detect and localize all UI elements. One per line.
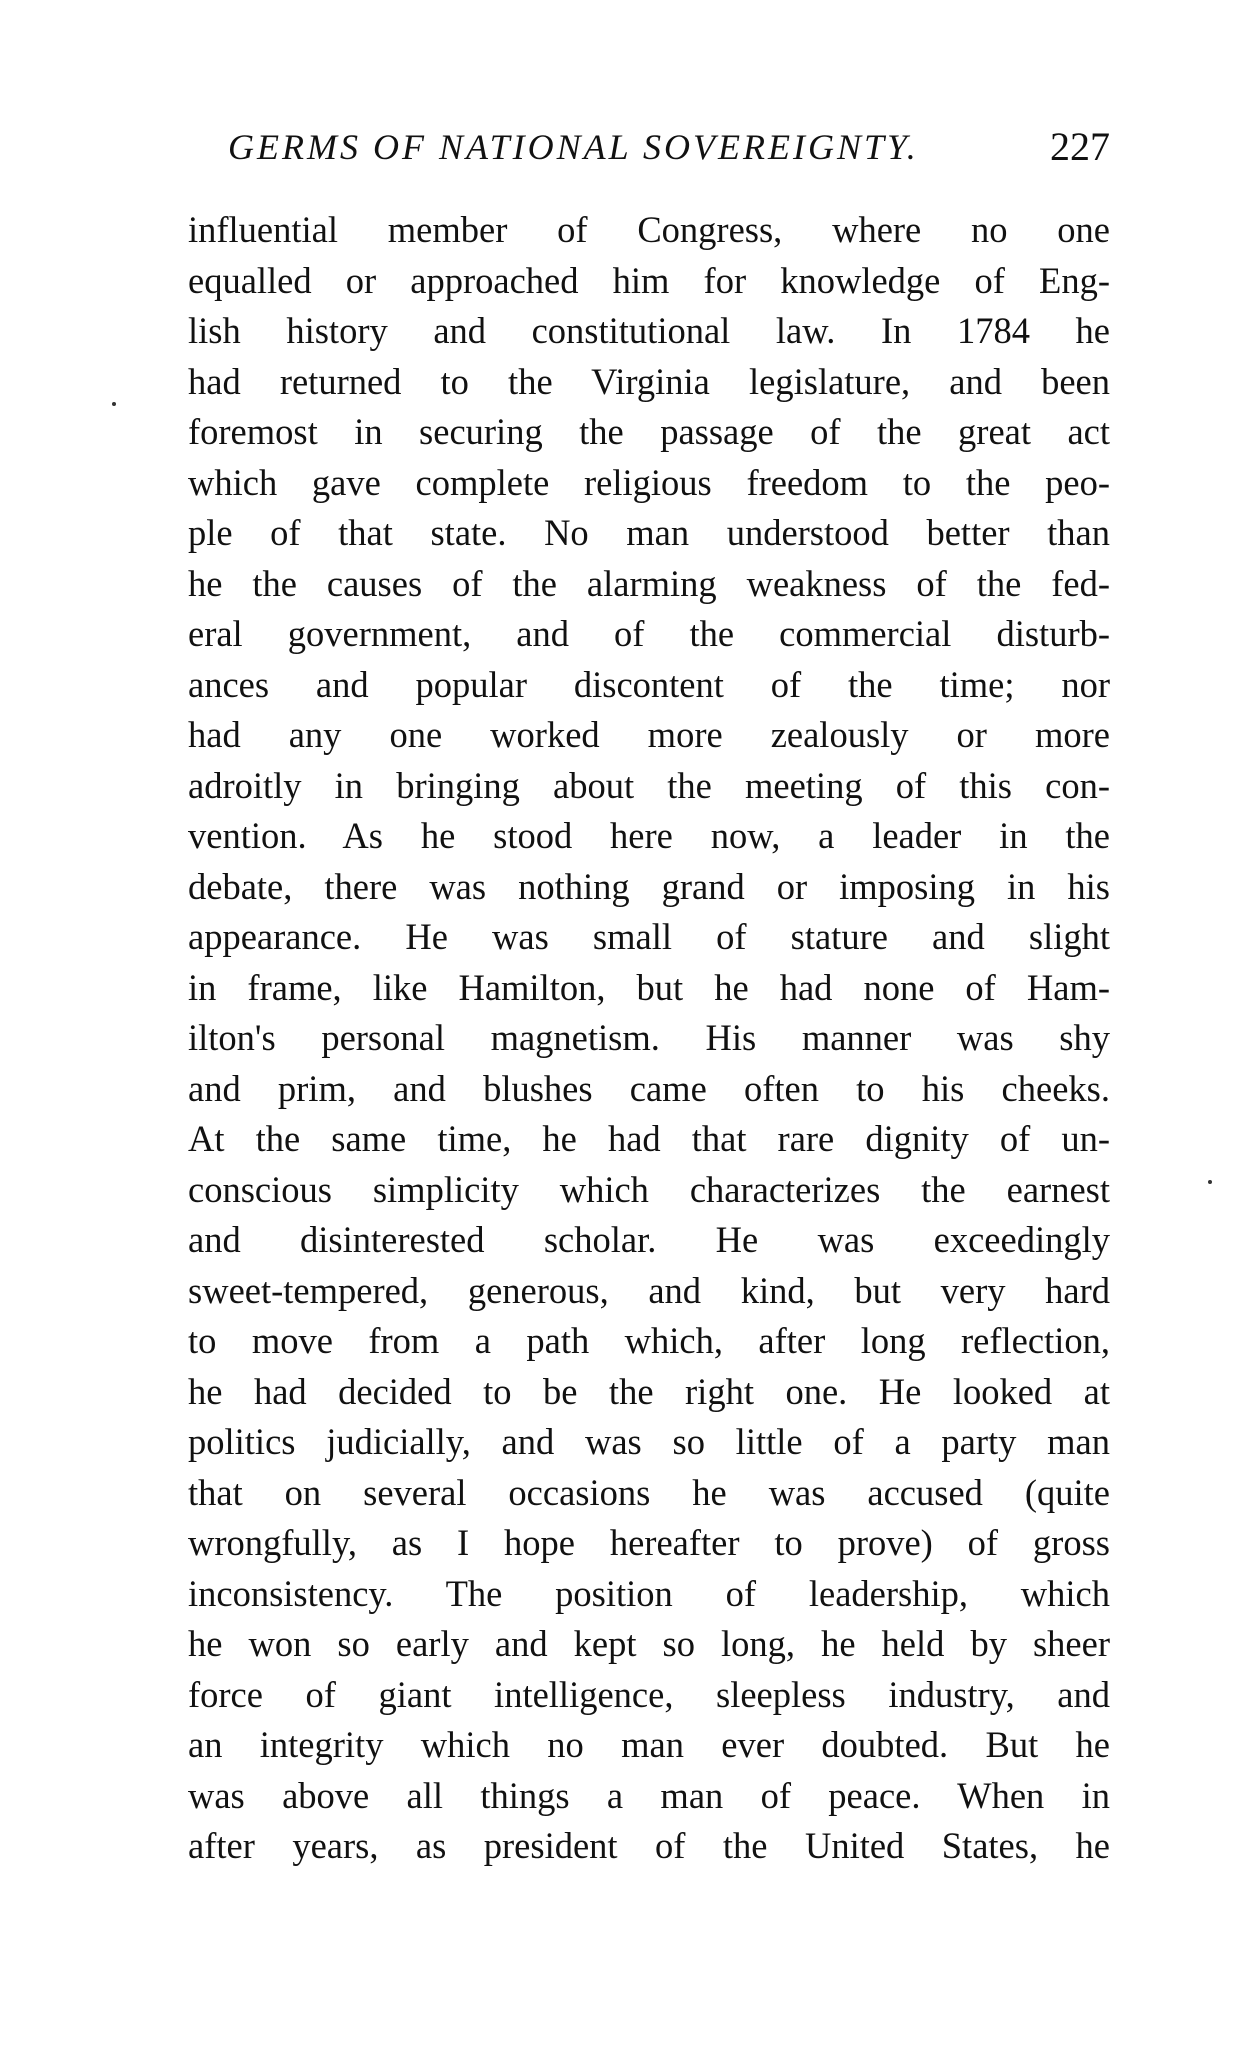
text-line: after years, as president of the United States, he [188,1825,1110,1866]
text-line: influential member of Congress, where no one [188,209,1110,250]
text-line: politics judicially, and was so little of a party man [188,1421,1110,1462]
text-line: was above all things a man of peace. When in [188,1774,1110,1816]
text-line: At the same time, he had that rare dignity of un- [188,1118,1110,1159]
text-line: to move from a path which, after long reflection, [188,1320,1110,1361]
text-line: equalled or approached him for knowledge of Eng- [188,259,1110,301]
text-line: foremost in securing the passage of the great act [188,411,1110,452]
text-line: appearance. He was small of stature and slight [188,916,1110,957]
running-head [188,122,1110,172]
text-line: adroitly in bringing about the meeting of this con- [188,764,1110,806]
text-line: and disinterested scholar. He was exceedingly [188,1219,1110,1260]
text-line: had returned to the Virginia legislature, and been [188,360,1110,402]
scan-speck [112,402,116,406]
text-line: debate, there was nothing grand or imposing in his [188,865,1110,907]
body-text [188,205,1110,1872]
text-line: sweet-tempered, generous, and kind, but very hard [188,1269,1110,1311]
text-line: he the causes of the alarming weakness of the fed- [188,562,1110,604]
text-line: ple of that state. No man understood better than [188,512,1110,553]
scan-speck [1208,1180,1212,1184]
text-line: inconsistency. The position of leadership, which [188,1572,1110,1614]
text-line: had any one worked more zealously or more [188,714,1110,755]
text-line: he won so early and kept so long, he held by sheer [188,1623,1110,1664]
text-line: force of giant intelligence, sleepless industry, and [188,1673,1110,1715]
text-line: wrongfully, as I hope hereafter to prove) of gross [188,1522,1110,1563]
text-line: ances and popular discontent of the time; nor [188,663,1110,705]
text-line: which gave complete religious freedom to the peo- [188,461,1110,503]
text-line: and prim, and blushes came often to his cheeks. [188,1067,1110,1109]
text-line: lish history and constitutional law. In 1784 he [188,310,1110,351]
text-line: that on several occasions he was accused (quite [188,1471,1110,1513]
text-line: ilton's personal magnetism. His manner was shy [188,1017,1110,1058]
text-line: conscious simplicity which characterizes the earnest [188,1168,1110,1210]
text-line: vention. As he stood here now, a leader in the [188,815,1110,856]
text-line: an integrity which no man ever doubted. But he [188,1724,1110,1765]
text-line: eral government, and of the commercial disturb- [188,613,1110,654]
page-number: 227 [1050,124,1110,169]
running-title: GERMS OF NATIONAL SOVEREIGNTY. [228,127,919,167]
text-line: he had decided to be the right one. He looked at [188,1370,1110,1412]
text-line: in frame, like Hamilton, but he had none of Ham- [188,966,1110,1008]
